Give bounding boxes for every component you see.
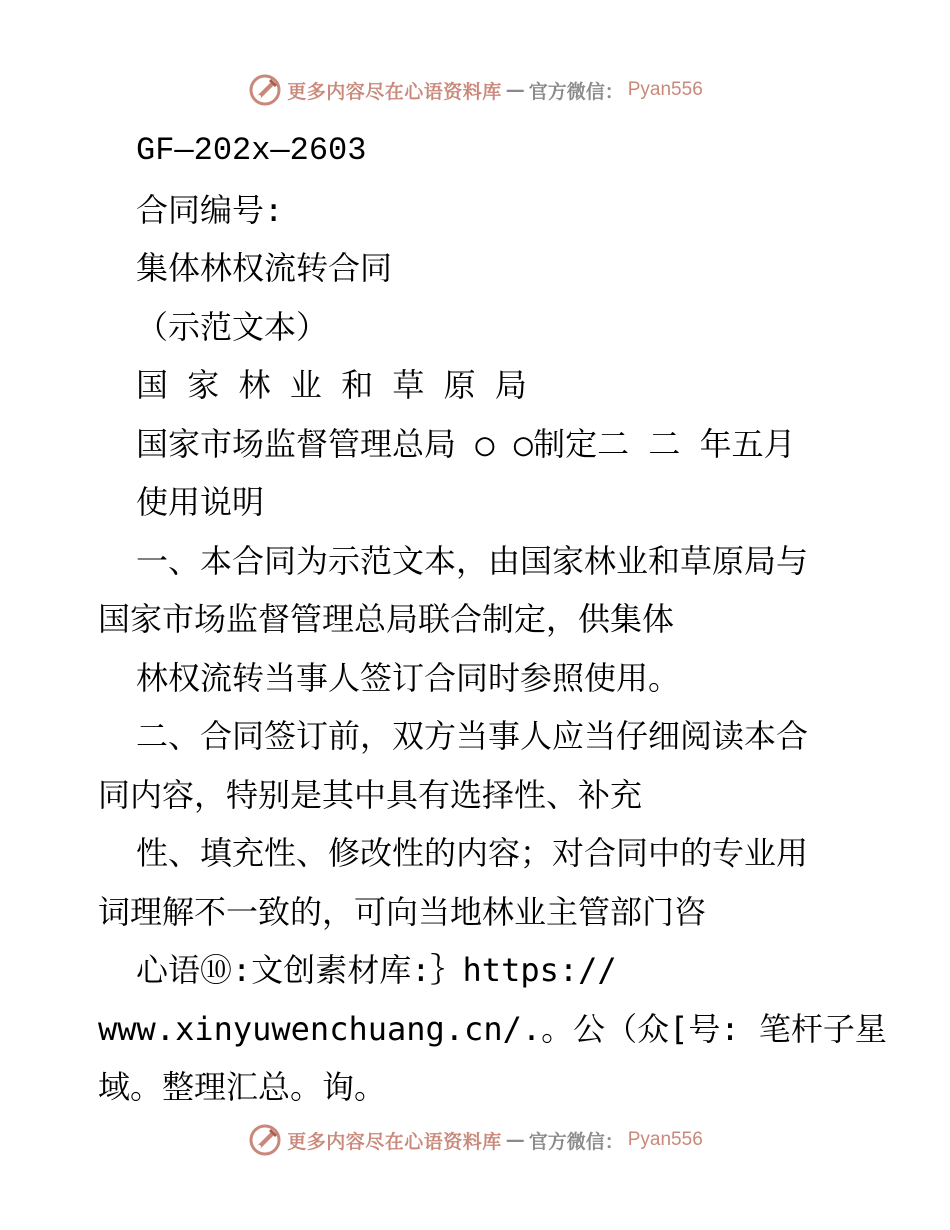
banner-contact-label: 官方微信： [528, 1130, 624, 1153]
banner-text: 更多内容尽在心语资料库 [287, 80, 502, 103]
document-title: 集体林权流转合同 [136, 249, 393, 287]
contract-number-label: 合同编号: [136, 190, 284, 229]
banner-contact-label: 官方微信： [528, 80, 624, 103]
document-body [98, 122, 887, 1117]
instructions-heading: 使用说明 [136, 483, 265, 521]
paragraph-2-line-4: 词理解不一致的，可向当地林业主管部门咨 [98, 892, 707, 931]
watermark-line-1: 心语⑩:文创素材库:｝https:// [136, 951, 617, 989]
header-watermark-banner [0, 70, 950, 110]
banner-wechat-id: Pyan556 [627, 79, 703, 100]
banner-wechat-id: Pyan556 [627, 1129, 703, 1150]
watermark-line-3: 域。整理汇总。询。 [98, 1068, 387, 1106]
standard-code: GF—202x—2603 [136, 132, 367, 169]
banner-dash: — [505, 1129, 525, 1151]
watermark-line-2: www.xinyuwenchuang.cn/.。公（众[号: 笔杆子星 [98, 1009, 887, 1048]
footer-watermark-banner [0, 1120, 950, 1160]
paragraph-2-line-2: 同内容，特别是其中具有选择性、补充 [98, 775, 643, 814]
paragraph-1-line-2: 国家市场监督管理总局联合制定，供集体 [98, 600, 675, 638]
banner-text: 更多内容尽在心语资料库 [287, 1130, 502, 1153]
xinyu-logo-icon [247, 72, 283, 108]
issuer-forestry-bureau: 国 家 林 业 和 草 原 局 [136, 366, 527, 404]
banner-dash: — [505, 79, 525, 101]
issuer-market-regulation-date: 国家市场监督管理总局 ○ ○制定二 二 年五月 [136, 424, 796, 463]
paragraph-2-line-1: 二、合同签订前，双方当事人应当仔细阅读本合 [136, 717, 809, 755]
paragraph-2-line-3: 性、填充性、修改性的内容；对合同中的专业用 [136, 834, 809, 872]
paragraph-1-line-1: 一、本合同为示范文本，由国家林业和草原局与 [136, 541, 809, 580]
document-subtitle: （示范文本） [136, 307, 329, 346]
xinyu-logo-icon [247, 1122, 283, 1158]
paragraph-1-line-3: 林权流转当事人签订合同时参照使用。 [136, 658, 681, 697]
